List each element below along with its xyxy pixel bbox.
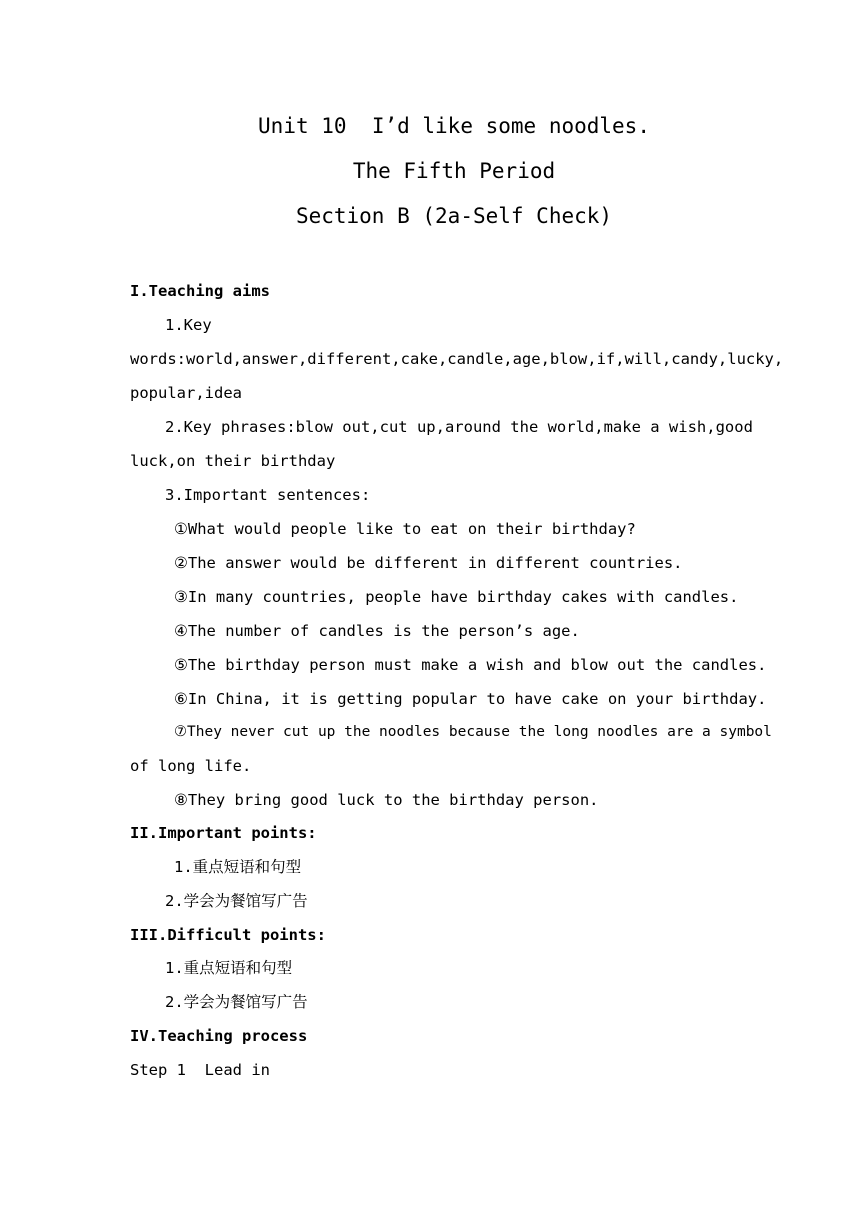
sentence-item: ③In many countries, people have birthday cakes with candles. <box>174 588 739 606</box>
teaching-process-heading: IV.Teaching process <box>130 1027 308 1045</box>
step-1-heading: Step 1 Lead in <box>130 1061 270 1079</box>
key-phrases-cont: luck,on their birthday <box>130 452 336 470</box>
unit-title: Unit 10 I’d like some noodles. <box>258 114 650 138</box>
difficult-point-item: 2.学会为餐馆写广告 <box>165 993 308 1011</box>
important-point-item: 1.重点短语和句型 <box>174 858 302 876</box>
section-title: Section B (2a-Self Check) <box>295 204 613 228</box>
difficult-point-item: 1.重点短语和句型 <box>165 959 293 977</box>
important-point-item: 2.学会为餐馆写广告 <box>165 892 308 910</box>
important-points-heading: II.Important points: <box>130 824 317 842</box>
sentence-item-cont: of long life. <box>130 757 252 775</box>
sentence-item: ⑦They never cut up the noodles because the long noodles are a symbol <box>174 724 772 740</box>
key-words-list-cont: popular,idea <box>130 384 242 402</box>
period-title: The Fifth Period <box>352 159 556 183</box>
key-words-label: 1.Key <box>165 316 212 334</box>
key-words-list: words:world,answer,different,cake,candle,age,blow,if,will,candy,lucky, <box>130 350 784 368</box>
sentence-item: ⑧They bring good luck to the birthday person. <box>174 791 599 809</box>
teaching-aims-heading: I.Teaching aims <box>130 282 270 300</box>
difficult-points-heading: III.Difficult points: <box>130 926 326 944</box>
sentence-item: ⑤The birthday person must make a wish and blow out the candles. <box>174 656 767 674</box>
sentence-item: ④The number of candles is the person’s age. <box>174 622 580 640</box>
sentence-item: ⑥In China, it is getting popular to have cake on your birthday. <box>174 690 767 708</box>
important-sentences-label: 3.Important sentences: <box>165 486 371 504</box>
sentence-item: ①What would people like to eat on their birthday? <box>174 520 636 538</box>
key-phrases: 2.Key phrases:blow out,cut up,around the world,make a wish,good <box>165 418 753 436</box>
sentence-item: ②The answer would be different in different countries. <box>174 554 683 572</box>
